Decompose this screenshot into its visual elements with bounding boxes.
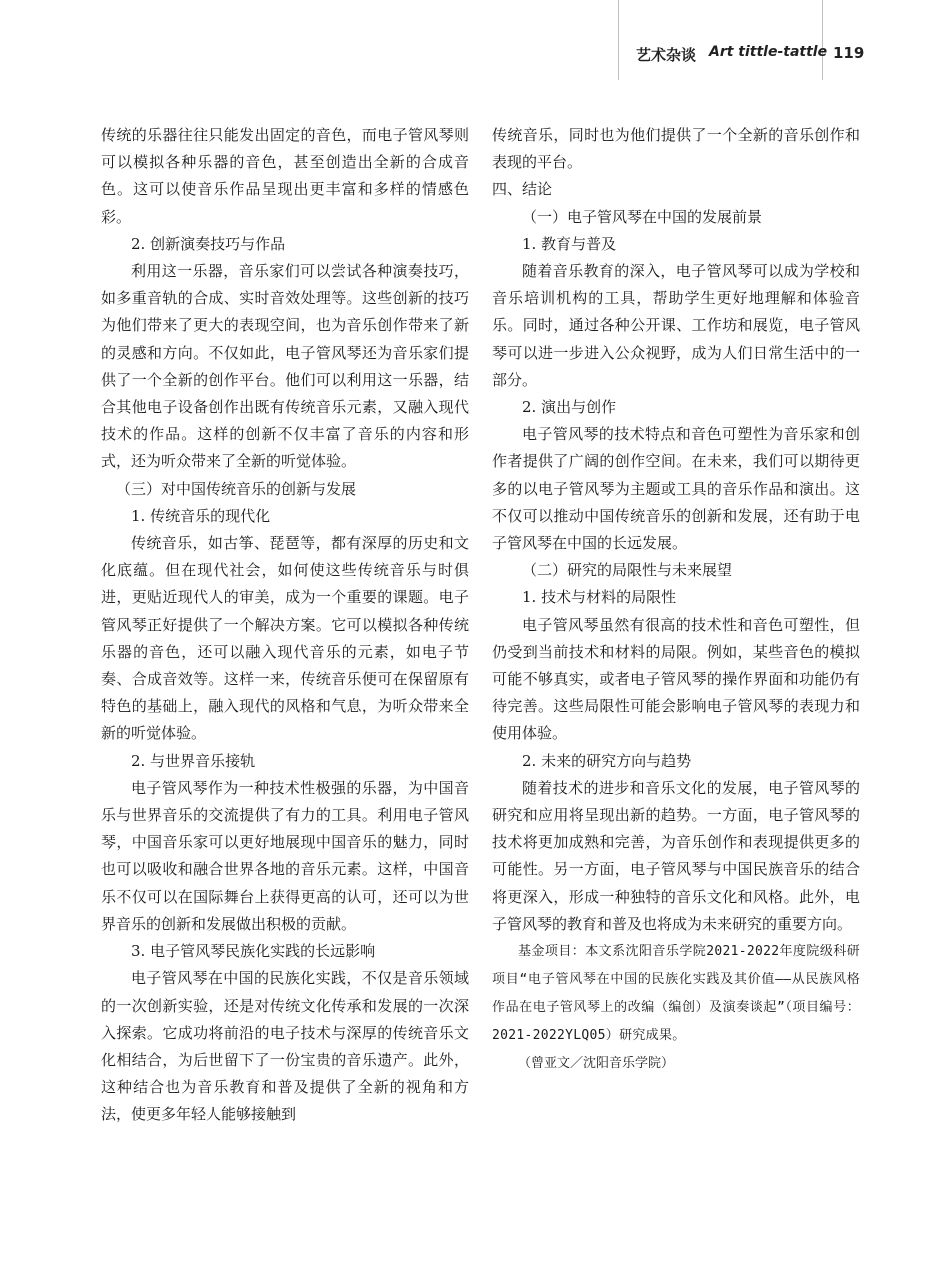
right-column bbox=[492, 122, 860, 1078]
section-heading: 2. 演出与创作 bbox=[522, 398, 617, 417]
paragraph: 电子管风琴的技术特点和音色可塑性为音乐家和创作者提供了广阔的创作空间。在未来，我们可以期待更多的以电子管风琴为主题或工具的音乐作品和演出。这不仅可以推动中国传统音乐的创新和发展，还有助于电子管风琴在中国的长远发展。 bbox=[492, 425, 860, 553]
section-heading: （三）对中国传统音乐的创新与发展 bbox=[116, 479, 357, 498]
header-title-cn: 艺术杂谈 bbox=[636, 46, 697, 64]
left-column bbox=[101, 122, 469, 1129]
header-divider-left bbox=[618, 0, 619, 80]
paragraph: 电子管风琴作为一种技术性极强的乐器，为中国音乐与世界音乐的交流提供了有力的工具。利用电子管风琴，中国音乐家可以更好地展现中国音乐的魅力，同时也可以吸收和融合世界各地的音乐元素。这样，中国音乐不仅可以在国际舞台上获得更高的认可，还可以为世界音乐的创新和发展做出积极的贡献。 bbox=[101, 778, 469, 933]
fund-note: 基金项目：本文系沈阳音乐学院2021-2022年度院级科研项目“电子管风琴在中国的民族化实践及其价值——从民族风格作品在电子管风琴上的改编（编创）及演奏谈起”（项目编号：2021-2022YLQ05）研究成果。 bbox=[492, 944, 860, 1044]
section-heading: （二）研究的局限性与未来展望 bbox=[522, 561, 733, 580]
paragraph: 四、结论 bbox=[492, 180, 553, 199]
section-heading: 1. 传统音乐的现代化 bbox=[131, 506, 271, 525]
paragraph: 传统音乐，如古筝、琵琶等，都有深厚的历史和文化底蕴。但在现代社会，如何使这些传统音乐与时俱进，更贴近现代人的审美，成为一个重要的课题。电子管风琴正好提供了一个解决方案。它可以模拟各种传统乐器的音色，还可以融入现代音乐的元素，如电子节奏、合成音效等。这样一来，传统音乐便可在保留原有特色的基础上，融入现代的风格和气息，为听众带来全新的听觉体验。 bbox=[101, 534, 469, 743]
section-heading: 2. 未来的研究方向与趋势 bbox=[522, 751, 692, 770]
section-heading: 1. 技术与材料的局限性 bbox=[522, 588, 677, 607]
section-heading: 3. 电子管风琴民族化实践的长远影响 bbox=[131, 942, 376, 961]
section-heading: （一）电子管风琴在中国的发展前景 bbox=[522, 207, 763, 226]
paragraph: 电子管风琴虽然有很高的技术性和音色可塑性，但仍受到当前技术和材料的局限。例如，某些音色的模拟可能不够真实，或者电子管风琴的操作界面和功能仍有待完善。这些局限性可能会影响电子管风琴的表现力和使用体验。 bbox=[492, 615, 860, 743]
paragraph: 利用这一乐器，音乐家们可以尝试各种演奏技巧，如多重音轨的合成、实时音效处理等。这些创新的技巧为他们带来了更大的表现空间，也为音乐创作带来了新的灵感和方向。不仅如此，电子管风琴还为音乐家们提供了一个全新的创作平台。他们可以利用这一乐器，结合其他电子设备创作出既有传统音乐元素，又融入现代技术的作品。这样的创新不仅丰富了音乐的内容和形式，还为听众带来了全新的听觉体验。 bbox=[101, 262, 469, 471]
section-heading: 2. 创新演奏技巧与作品 bbox=[131, 234, 286, 253]
paragraph: 随着音乐教育的深入，电子管风琴可以成为学校和音乐培训机构的工具，帮助学生更好地理解和体验音乐。同时，通过各种公开课、工作坊和展览，电子管风琴可以进一步进入公众视野，成为人们日常生活中的一部分。 bbox=[492, 262, 860, 389]
paragraph: 随着技术的进步和音乐文化的发展，电子管风琴的研究和应用将呈现出新的趋势。一方面，电子管风琴的技术将更加成熟和完善，为音乐创作和表现提供更多的可能性。另一方面，电子管风琴与中国民族音乐的结合将更深入，形成一种独特的音乐文化和风格。此外，电子管风琴的教育和普及也将成为未来研究的重要方向。 bbox=[492, 778, 860, 933]
header-divider-right bbox=[822, 0, 823, 80]
author-note: （曾亚文／沈阳音乐学院） bbox=[518, 1056, 675, 1072]
paragraph: 传统的乐器往往只能发出固定的音色，而电子管风琴则可以模拟各种乐器的音色，甚至创造出全新的合成音色。这可以使音乐作品呈现出更丰富和多样的情感色彩。 bbox=[101, 126, 469, 226]
section-heading: 1. 教育与普及 bbox=[522, 234, 617, 253]
header-title-en: Art tittle-tattle bbox=[709, 44, 828, 60]
page-number: 119 bbox=[833, 44, 865, 62]
paragraph: 电子管风琴在中国的民族化实践，不仅是音乐领域的一次创新实验，还是对传统文化传承和发展的一次深入探索。它成功将前沿的电子技术与深厚的传统音乐文化相结合，为后世留下了一份宝贵的音乐遗产。此外，这种结合也为音乐教育和普及提供了全新的视角和方法，使更多年轻人能够接触到 bbox=[101, 969, 469, 1124]
right-column-body bbox=[492, 122, 860, 938]
paragraph: 传统音乐，同时也为他们提供了一个全新的音乐创作和表现的平台。 bbox=[492, 126, 860, 172]
section-heading: 2. 与世界音乐接轨 bbox=[131, 751, 256, 770]
